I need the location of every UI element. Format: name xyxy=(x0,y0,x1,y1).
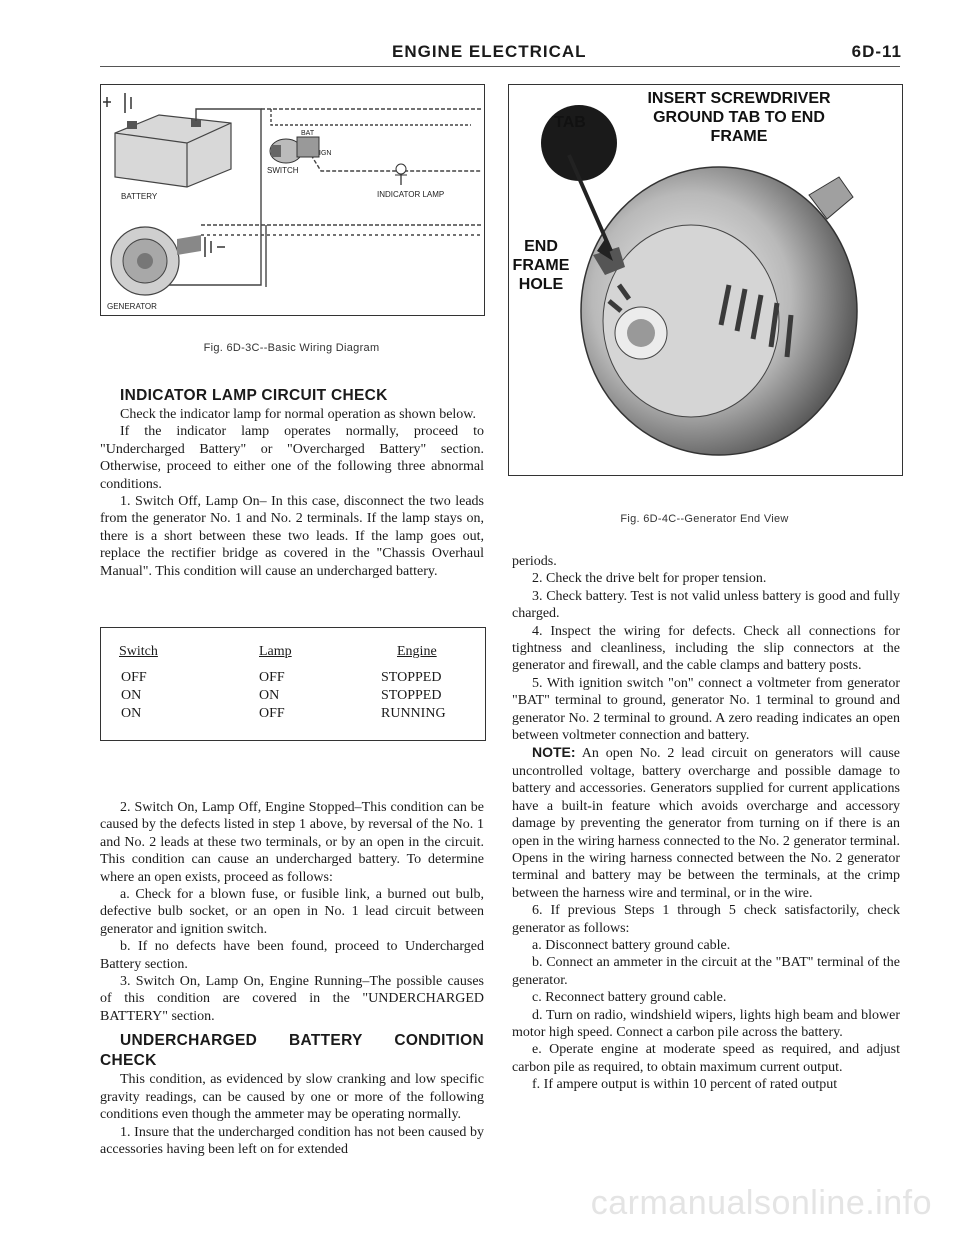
header-rule xyxy=(100,66,900,67)
ignition-switch-drawing xyxy=(270,137,319,163)
left-column-lower xyxy=(100,799,484,1158)
battery-drawing xyxy=(103,93,231,187)
heading-indicator-lamp-check: INDICATOR LAMP CIRCUIT CHECK xyxy=(120,387,388,404)
table-row2-switch: ON xyxy=(121,688,142,703)
table-row1-lamp: OFF xyxy=(259,670,285,685)
left-p8: This condition, as evidenced by slow cranking and low specific gravity readings, can be caused by one or more of the following conditions even though the ammeter may be operating normally. xyxy=(100,1072,484,1123)
right-r3: 4. Inspect the wiring for defects. Check all connections for tightness and cleanliness, including the slip connectors at the generator and firewall, and the cable clamps and battery posts. xyxy=(512,623,900,674)
right-r8: c. Reconnect battery ground cable. xyxy=(532,990,727,1006)
watermark: carmanualsonline.info xyxy=(590,1184,932,1222)
insert-screwdriver-label: INSERT SCREWDRIVER GROUND TAB TO END FRAME xyxy=(647,90,831,145)
table-row1-switch: OFF xyxy=(121,670,147,685)
indicator-lamp-label: INDICATOR LAMP xyxy=(377,190,445,199)
right-r9: d. Turn on radio, windshield wipers, lights high beam and blower motor high speed. Connect a carbon pile across the battery. xyxy=(512,1007,900,1040)
right-r7: b. Connect an ammeter in the circuit at the "BAT" terminal of the generator. xyxy=(512,955,900,988)
note-paragraph xyxy=(512,744,900,902)
header-title: ENGINE ELECTRICAL xyxy=(392,42,587,61)
right-r1: 2. Check the drive belt for proper tension. xyxy=(532,571,767,587)
right-r5: 6. If previous Steps 1 through 5 check satisfactorily, check generator as follows: xyxy=(512,903,900,936)
fig-left-caption: Fig. 6D-3C--Basic Wiring Diagram xyxy=(203,342,380,354)
heading-undercharged-battery: UNDERCHARGED BATTERY CONDITION CHECK xyxy=(100,1032,484,1070)
battery-label: BATTERY xyxy=(121,192,158,201)
table-row2-lamp: ON xyxy=(259,688,280,703)
left-p3: 1. Switch Off, Lamp On– In this case, disconnect the two leads from the generator No. 1 and No. 2 terminals. If the lamp stays on, there is a short between these two leads. If the lamp goes out, replace the rectifier bridge as covered in the "Chassis Overhaul Manual". This condition will cause an undercharged battery. xyxy=(100,494,484,579)
left-p4: 2. Switch On, Lamp Off, Engine Stopped–This condition can be caused by the defects listed in step 1 above, by reversal of the No. 1 and No. 2 leads at these two terminals, or by an open in the circuit. This condition can cause an undercharged battery. To determine where an open exists, proceed as follows: xyxy=(100,800,484,885)
table-header-engine: Engine xyxy=(397,644,437,659)
end-frame-hole-label: END FRAME HOLE xyxy=(512,238,570,293)
ign-label: IGN xyxy=(319,150,332,157)
left-p9: 1. Insure that the undercharged condition has not been caused by accessories having been left on for extended xyxy=(100,1124,484,1157)
generator-end-view-figure xyxy=(508,84,903,476)
generator-label: GENERATOR xyxy=(107,302,157,311)
lamp-operation-table xyxy=(100,627,486,741)
switch-label: SWITCH xyxy=(267,166,299,175)
page-number: 6D-11 xyxy=(851,42,902,61)
note-text: An open No. 2 lead circuit on generators will cause uncontrolled voltage, battery overcharge and possible damage to battery and accessories. Generators supplied for current applications have a built-in feature which avoids overcharge and accessory damage by preventing the generator from turning on if there is an open in the wiring harness connected to the No. 2 generator terminal. Opens in the wiring harness connected between the No. 2 generator terminal and battery may be between the terminals, at the crimp between the harness wire and terminal, or in the wire. xyxy=(512,746,901,901)
table-row2-engine: STOPPED xyxy=(381,688,442,703)
right-r2: 3. Check battery. Test is not valid unless battery is good and fully charged. xyxy=(512,588,900,622)
table-header-switch: Switch xyxy=(119,644,158,659)
table-row3-lamp: OFF xyxy=(259,706,285,721)
right-r11: f. If ampere output is within 10 percent of rated output xyxy=(532,1077,838,1093)
left-p6: b. If no defects have been found, proceed to Undercharged Battery section. xyxy=(100,939,484,972)
right-r0: periods. xyxy=(512,554,557,569)
fig-right-caption: Fig. 6D-4C--Generator End View xyxy=(620,513,789,525)
note-label: NOTE: xyxy=(532,744,576,761)
tab-label: TAB xyxy=(554,114,586,131)
wiring-diagram xyxy=(101,85,484,315)
left-column xyxy=(100,386,484,580)
left-p5: a. Check for a blown fuse, or fusible link, a burned out bulb, defective bulb socket, or an open in No. 1 lead circuit between generator and ignition switch. xyxy=(100,887,484,937)
right-r6: a. Disconnect battery ground cable. xyxy=(532,937,731,953)
table-row3-engine: RUNNING xyxy=(381,706,446,721)
left-p2: If the indicator lamp operates normally, proceed to "Undercharged Battery" or "Overcharged Battery" section. Otherwise, proceed to either one of the following three abnormal conditions. xyxy=(100,424,484,492)
wiring-diagram-figure xyxy=(100,84,485,316)
table-row1-engine: STOPPED xyxy=(381,670,442,685)
right-r10: e. Operate engine at moderate speed as required, and adjust carbon pile as required, to obtain maximum current output. xyxy=(512,1042,900,1075)
right-column xyxy=(512,553,900,1094)
right-r4: 5. With ignition switch "on" connect a voltmeter from generator "BAT" terminal to ground, generator No. 1 terminal to ground and generator No. 2 terminal to ground. A zero reading indicates an open between voltmeter connection and battery. xyxy=(512,675,900,744)
table-header-lamp: Lamp xyxy=(259,644,292,659)
left-p1: Check the indicator lamp for normal operation as shown below. xyxy=(120,407,476,422)
page-header xyxy=(0,42,960,66)
bat-label: BAT xyxy=(301,130,315,137)
left-p7: 3. Switch On, Lamp On, Engine Running–The possible causes of this condition are covered in the "UNDERCHARGED BATTERY" section. xyxy=(100,974,484,1024)
table-row3-switch: ON xyxy=(121,706,142,721)
indicator-lamp-drawing xyxy=(395,164,407,175)
